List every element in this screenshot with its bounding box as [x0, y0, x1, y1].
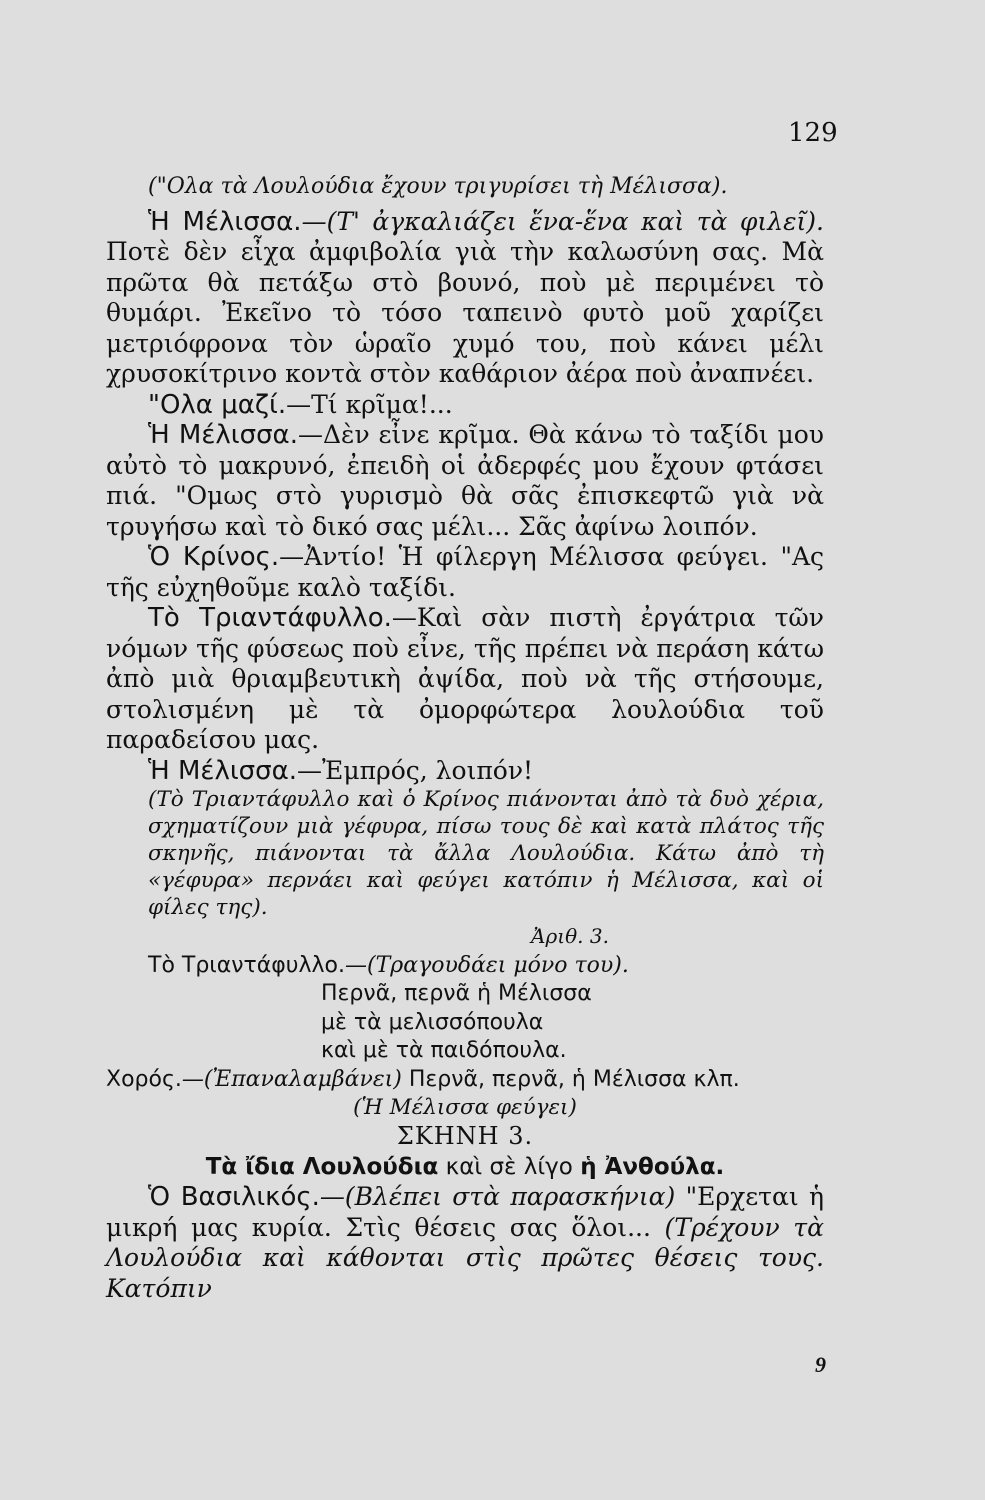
- stage-direction: ("Ολα τὰ Λουλούδια ἔχουν τριγυρίσει τὴ Μέλισσα).: [148, 174, 728, 199]
- dialogue-line: [106, 952, 824, 981]
- dialogue-line: [106, 756, 824, 787]
- speaker-name: "Ολα μαζί.: [148, 389, 287, 420]
- scene-subtitle-part: καὶ σὲ λίγο: [445, 1153, 573, 1180]
- scene-subtitle: [106, 1152, 824, 1183]
- stage-direction: —(Τ' ἀγκαλιάζει ἕνα-ἕνα καὶ τὰ φιλεῖ).: [301, 206, 824, 236]
- dialogue-line: [106, 603, 824, 756]
- stage-direction: —(Βλέπει στὰ παρασκήνια): [319, 1182, 676, 1211]
- dialogue-text: "Ερχεται ἡ μικρή μας κυρία. Στὶς θέσεις σας ὅλοι...: [106, 1182, 824, 1242]
- dialogue-line: [106, 1066, 824, 1095]
- scene-title: ΣΚΗΝΗ 3.: [396, 1122, 534, 1150]
- speaker-name: Τὸ Τριαντάφυλλο.: [148, 952, 346, 978]
- dialogue-text: Περνᾶ, περνᾶ, ἡ Μέλισσα κλπ.: [408, 1066, 740, 1092]
- page-number: 129: [788, 118, 838, 148]
- speaker-name: Ἡ Μέλισσα.: [148, 206, 302, 237]
- dialogue-line: [106, 542, 824, 603]
- signature-mark: 9: [815, 1352, 826, 1377]
- scene-subtitle-part: Τὰ ἴδια Λουλούδια: [205, 1153, 439, 1180]
- dialogue-text: —Καὶ σὰν πιστὴ ἐργάτρια τῶν νόμων τῆς φύσεως ποὺ εἶνε, τῆς πρέπει νὰ περάση κάτω ἀπὸ μιὰ θριαμβευτικὴ ἀψίδα, ποὺ νὰ τῆς στήσουμε, στολισμένη μὲ τὰ ὀμορφώτερα λουλούδια τοῦ παραδείσου μας.: [106, 603, 824, 754]
- dialogue-text: —Ἐμπρός, λοιπόν!: [297, 755, 534, 785]
- stage-direction: (Τὸ Τριαντάφυλλο καὶ ὁ Κρίνος πιάνονται ἀπὸ τὰ δυὸ χέρια, σχηματίζουν μιὰ γέφυρα, πίσω τους δὲ καὶ κατὰ πλάτος τῆς σκηνῆς, πιάνονται τὰ ἄλλα Λουλούδια. Κάτω ἀπὸ τὴ «γέφυρα» περνάει καὶ φεύγει κατόπιν ἡ Μέλισσα, καὶ οἱ φίλες της).: [148, 787, 824, 920]
- dialogue-text: Ποτὲ δὲν εἶχα ἀμφιβολία γιὰ τὴν καλωσύνη σας. Μὰ πρῶτα θὰ πετάξω στὸ βουνό, ποὺ μὲ περιμένει τὸ θυμάρι. Ἐκεῖνο τὸ τόσο ταπεινὸ φυτὸ μοῦ χαρίζει μετριόφρονα τὸν ὡραῖο χυμό του, ποὺ κάνει μέλι χρυσοκίτρινο κοντὰ στὸν καθάριον ἀέρα ποὺ ἀναπνέει.: [106, 237, 824, 388]
- dialogue-line: [106, 1182, 824, 1304]
- stage-direction: (Τρέχουν τὰ Λουλούδια καὶ κάθονται στὶς πρῶτες θέσεις τους. Κατόπιν: [106, 1212, 824, 1303]
- speaker-name: Ἡ Μέλισσα.: [148, 755, 298, 786]
- stage-direction: —(Ἐπαναλαμβάνει): [181, 1066, 402, 1092]
- dialogue-line: [106, 390, 824, 421]
- stage-direction: (Ἡ Μέλισσα φεύγει): [353, 1095, 577, 1120]
- play-text: [106, 172, 824, 1304]
- dialogue-line: [106, 420, 824, 542]
- speaker-name: Ὁ Κρίνος.: [148, 542, 280, 572]
- speaker-name: Χορός.: [106, 1066, 182, 1092]
- dialogue-line: [106, 207, 824, 390]
- dialogue-text: —Ἀντίο! Ἡ φίλεργη Μέλισσα φεύγει. "Ας τῆς εὐχηθοῦμε καλὸ ταξίδι.: [106, 542, 824, 602]
- song-line: Περνᾶ, περνᾶ ἡ Μέλισσα: [321, 981, 592, 1006]
- speaker-name: Ὁ Βασιλικός.: [148, 1182, 320, 1212]
- dialogue-text: —Τί κρῖμα!...: [286, 389, 453, 419]
- dialogue-text: —Δὲν εἶνε κρῖμα. Θὰ κάνω τὸ ταξίδι μου αὐτὸ τὸ μακρυνό, ἐπειδὴ οἱ ἀδερφές μου ἔχουν φτάσει πιά. "Ομως στὸ γυρισμὸ θὰ σᾶς ἐπισκεφτῶ γιὰ νὰ τρυγήσω καὶ τὸ δικό σας μέλι... Σᾶς ἀφίνω λοιπόν.: [106, 420, 824, 541]
- scene-subtitle-part: ἡ Ἀνθούλα.: [580, 1153, 725, 1180]
- song-line: καὶ μὲ τὰ παιδόπουλα.: [321, 1038, 567, 1063]
- stage-direction: —(Τραγουδάει μόνο του).: [345, 952, 629, 978]
- song-number: Ἀριθ. 3.: [531, 924, 609, 948]
- speaker-name: Ἡ Μέλισσα.: [148, 420, 298, 450]
- song-line: μὲ τὰ μελισσόπουλα: [321, 1009, 544, 1035]
- speaker-name: Τὸ Τριαντάφυλλο.: [148, 603, 392, 633]
